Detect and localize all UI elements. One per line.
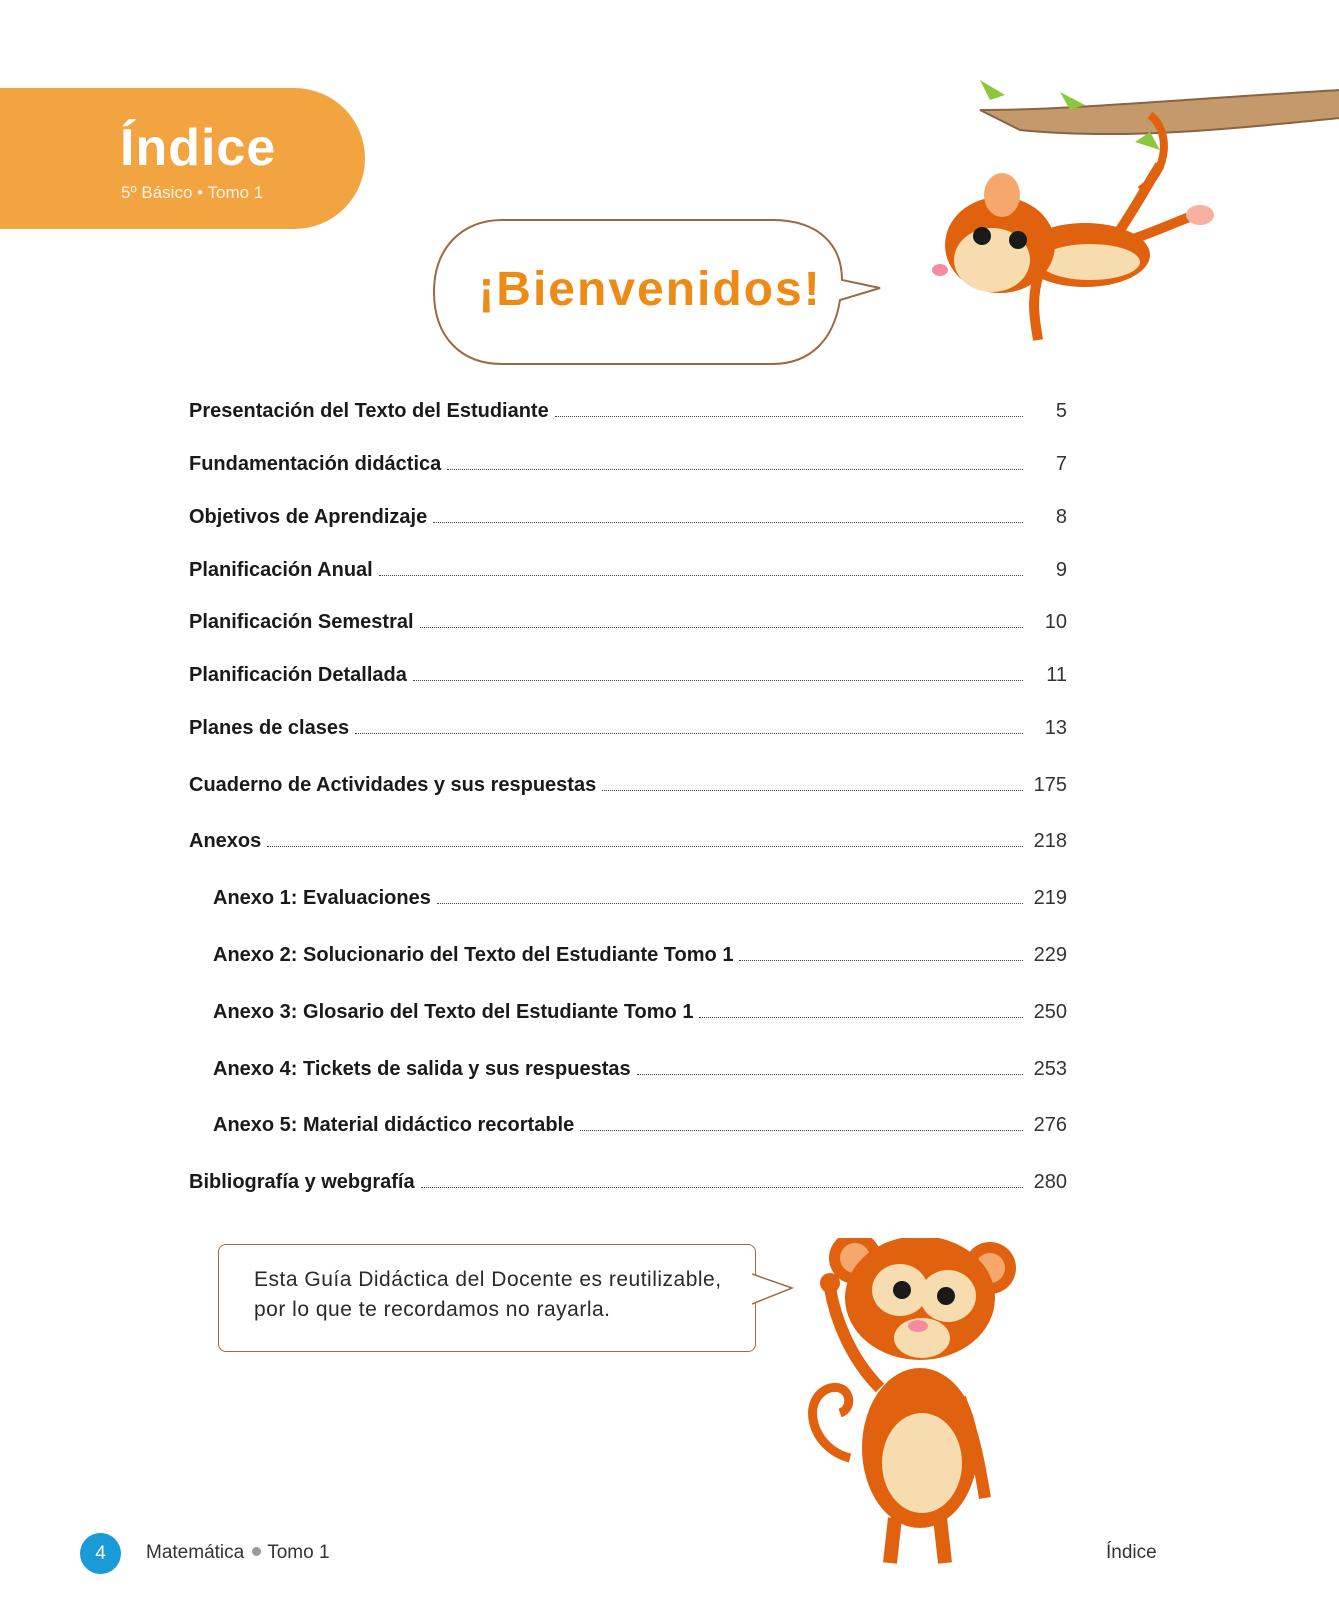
toc-subentry[interactable] — [213, 1051, 1067, 1081]
toc-entry[interactable] — [189, 604, 1067, 634]
toc-entry[interactable] — [189, 710, 1067, 740]
footer-volume: Tomo 1 — [267, 1542, 330, 1563]
toc-entry-page: 11 — [1046, 664, 1067, 686]
toc-subentry[interactable] — [213, 994, 1067, 1024]
toc-entry-title: Presentación del Texto del Estudiante — [189, 400, 549, 422]
toc-dot-leader — [421, 1187, 1023, 1188]
toc-entry-title: Anexos — [189, 830, 262, 852]
toc-entry-page: 8 — [1055, 506, 1067, 528]
toc-entry-page: 218 — [1033, 830, 1067, 852]
toc-entry-page: 5 — [1055, 400, 1067, 422]
footer-subject: Matemática — [146, 1542, 245, 1563]
toc-entry-page: 9 — [1055, 559, 1067, 581]
toc-entry-page: 276 — [1033, 1114, 1067, 1136]
toc-subentry[interactable] — [213, 937, 1067, 967]
toc-dot-leader — [602, 790, 1023, 791]
toc-entry-title: Fundamentación didáctica — [189, 453, 442, 475]
toc-entry-page: 175 — [1033, 774, 1067, 796]
toc-entry-page: 250 — [1033, 1001, 1067, 1023]
toc-entry-title: Planificación Semestral — [189, 611, 414, 633]
toc-subentry[interactable] — [213, 880, 1067, 910]
toc-dot-leader — [447, 469, 1023, 470]
footer-section: Índice — [1106, 1542, 1157, 1563]
toc-entry-title: Planes de clases — [189, 717, 350, 739]
toc-entry-page: 229 — [1033, 944, 1067, 966]
toc-dot-leader — [437, 903, 1023, 904]
note-text-line-1: Esta Guía Didáctica del Docente es reutilizable, — [254, 1268, 722, 1291]
toc-entry-title: Anexo 1: Evaluaciones — [213, 887, 431, 909]
toc-dot-leader — [555, 416, 1023, 417]
toc-dot-leader — [699, 1017, 1023, 1018]
toc-entry[interactable] — [189, 499, 1067, 529]
toc-entry[interactable] — [189, 1164, 1067, 1194]
toc-entry[interactable] — [189, 657, 1067, 687]
toc-entry-page: 13 — [1044, 717, 1067, 739]
toc-entry-title: Bibliografía y webgrafía — [189, 1171, 415, 1193]
toc-subentry[interactable] — [213, 1107, 1067, 1137]
toc-entry-title: Planificación Detallada — [189, 664, 407, 686]
toc-entry[interactable] — [189, 446, 1067, 476]
monkey-waving-illustration — [790, 1238, 1050, 1578]
toc-entry[interactable] — [189, 767, 1067, 797]
footer-left — [146, 1542, 330, 1564]
toc-dot-leader — [433, 522, 1023, 523]
toc-entry-title: Anexo 4: Tickets de salida y sus respuestas — [213, 1058, 631, 1080]
toc-entry-title: Planificación Anual — [189, 559, 373, 581]
page-subtitle: 5º Básico • Tomo 1 — [121, 183, 264, 202]
note-speech-tail — [752, 1270, 794, 1310]
toc-dot-leader — [739, 960, 1023, 961]
toc-entry-page: 7 — [1055, 453, 1067, 475]
note-text-line-2: por lo que te recordamos no rayarla. — [254, 1298, 611, 1321]
toc-entry-title: Objetivos de Aprendizaje — [189, 506, 428, 528]
toc-entry[interactable] — [189, 552, 1067, 582]
toc-dot-leader — [580, 1130, 1023, 1131]
toc-entry-title: Anexo 3: Glosario del Texto del Estudiante Tomo 1 — [213, 1001, 694, 1023]
toc-dot-leader — [637, 1074, 1023, 1075]
toc-entry-page: 280 — [1033, 1171, 1067, 1193]
toc-dot-leader — [267, 846, 1023, 847]
toc-entry-page: 10 — [1044, 611, 1067, 633]
toc-entry-page: 253 — [1033, 1058, 1067, 1080]
toc-dot-leader — [379, 575, 1023, 576]
footer-separator-dot — [252, 1547, 261, 1556]
toc-entry[interactable] — [189, 823, 1067, 853]
toc-entry-title: Anexo 5: Material didáctico recortable — [213, 1114, 575, 1136]
welcome-heading: ¡Bienvenidos! — [478, 263, 822, 316]
toc-entry-title: Anexo 2: Solucionario del Texto del Estudiante Tomo 1 — [213, 944, 734, 966]
toc-dot-leader — [355, 733, 1023, 734]
page-number-badge: 4 — [80, 1533, 121, 1574]
toc-entry-title: Cuaderno de Actividades y sus respuestas — [189, 774, 597, 796]
toc-dot-leader — [420, 627, 1023, 628]
page-title: Índice — [120, 119, 277, 177]
toc-entry[interactable] — [189, 393, 1067, 423]
monkey-hanging-illustration — [920, 70, 1339, 360]
toc-dot-leader — [413, 680, 1023, 681]
toc-entry-page: 219 — [1033, 887, 1067, 909]
